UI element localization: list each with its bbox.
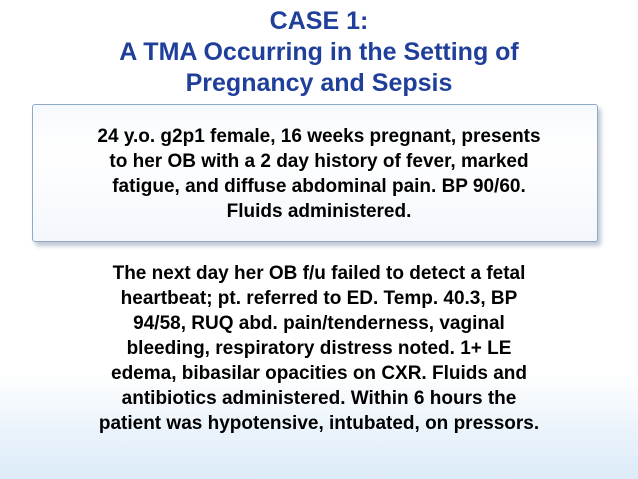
title-line: A TMA Occurring in the Setting of [119,38,519,66]
followup-text [0,261,638,436]
presentation-line: 24 y.o. g2p1 female, 16 weeks pregnant, presents [97,126,541,147]
presentation-line: fatigue, and diffuse abdominal pain. BP 90/60. [112,176,526,197]
followup-line: bleeding, respiratory distress noted. 1+ LE [126,338,512,359]
presentation-text [28,124,610,224]
followup-line: 94/58, RUQ abd. pain/tenderness, vaginal [133,313,505,334]
followup-line: edema, bibasilar opacities on CXR. Fluids and [111,363,527,384]
followup-line: heartbeat; pt. referred to ED. Temp. 40.3, BP [120,288,518,309]
slide-title [0,6,638,99]
presentation-line: Fluids administered. [226,201,412,222]
presentation-line: to her OB with a 2 day history of fever, marked [109,151,529,172]
followup-line: The next day her OB f/u failed to detect a fetal [112,263,526,284]
title-line: CASE 1: [269,7,369,35]
followup-line: antibiotics administered. Within 6 hours the [121,388,517,409]
followup-line: patient was hypotensive, intubated, on pressors. [98,413,540,434]
title-line: Pregnancy and Sepsis [185,69,453,97]
